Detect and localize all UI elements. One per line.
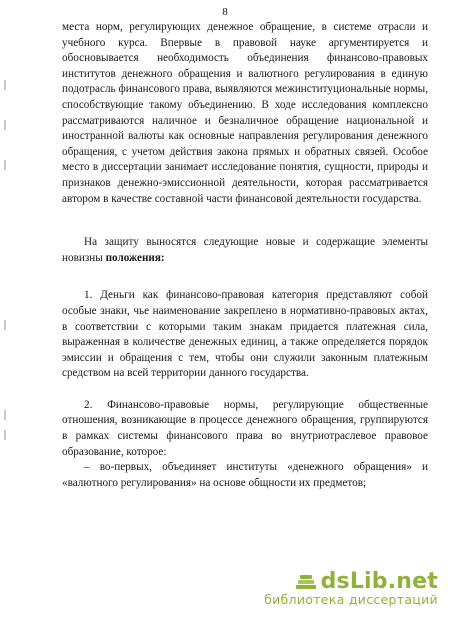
page-number: 8 bbox=[222, 6, 228, 18]
dslib-watermark bbox=[264, 569, 438, 607]
watermark-subtitle: библиотека диссертаций bbox=[264, 592, 438, 607]
paragraph-point-2: 2. Финансово-правовые нормы, регулирующие общественные отношения, возникающие в процессе денежного обращения, группируются в рамках системы финансового права во внутриотраслевое правовое образование, которое: bbox=[62, 398, 428, 458]
paragraph-point-2-first: – во-первых, объединяет институты «денежного обращения» и «валютного регулирования» на основе общности их предметов; bbox=[62, 461, 428, 489]
paragraph-intro: места норм, регулирующих денежное обращение, в системе отрасли и учебного курса. Впервые в правовой науке аргументируется и обосновывается необходимость объединения финансово-правовых институтов денежного обращения и валютного регулирования в единую подотрасль финансового права, выявляются межинституциональные нормы, способствующие такому объединению. В ходе исследования комплексно рассматриваются наличное и безналичное обращение национальной и иностранной валюты как основные направления регулирования денежного обращения, с учетом действия закона прямых и обратных связей. Особое место в диссертации занимает исследование понятия, сущности, природы и признаков денежно-эмиссионной деятельности, которая рассматривается автором в качестве составной части финансовой деятельности государства. bbox=[62, 21, 428, 205]
book-stack-icon bbox=[295, 572, 317, 592]
paragraph-point-1: 1. Деньги как финансово-правовая категория представляют собой особые знаки, чье наименование закреплено в нормативно-правовых актах, в соответствии с которыми таким знакам придается платежная сила, выраженная в количестве денежных единиц, а также определяется порядок эмиссии и обращения с тем, чтобы они служили законным платежным средством на всей территории данного государства. bbox=[62, 289, 428, 380]
paragraph-defense-lead bbox=[62, 235, 428, 266]
defense-lead-bold: положения: bbox=[105, 251, 165, 264]
watermark-logo: dsLib.net bbox=[320, 569, 438, 594]
defense-lead-text: На защиту выносятся следующие новые и содержащие элементы новизны bbox=[62, 236, 428, 264]
document-body bbox=[62, 20, 428, 491]
